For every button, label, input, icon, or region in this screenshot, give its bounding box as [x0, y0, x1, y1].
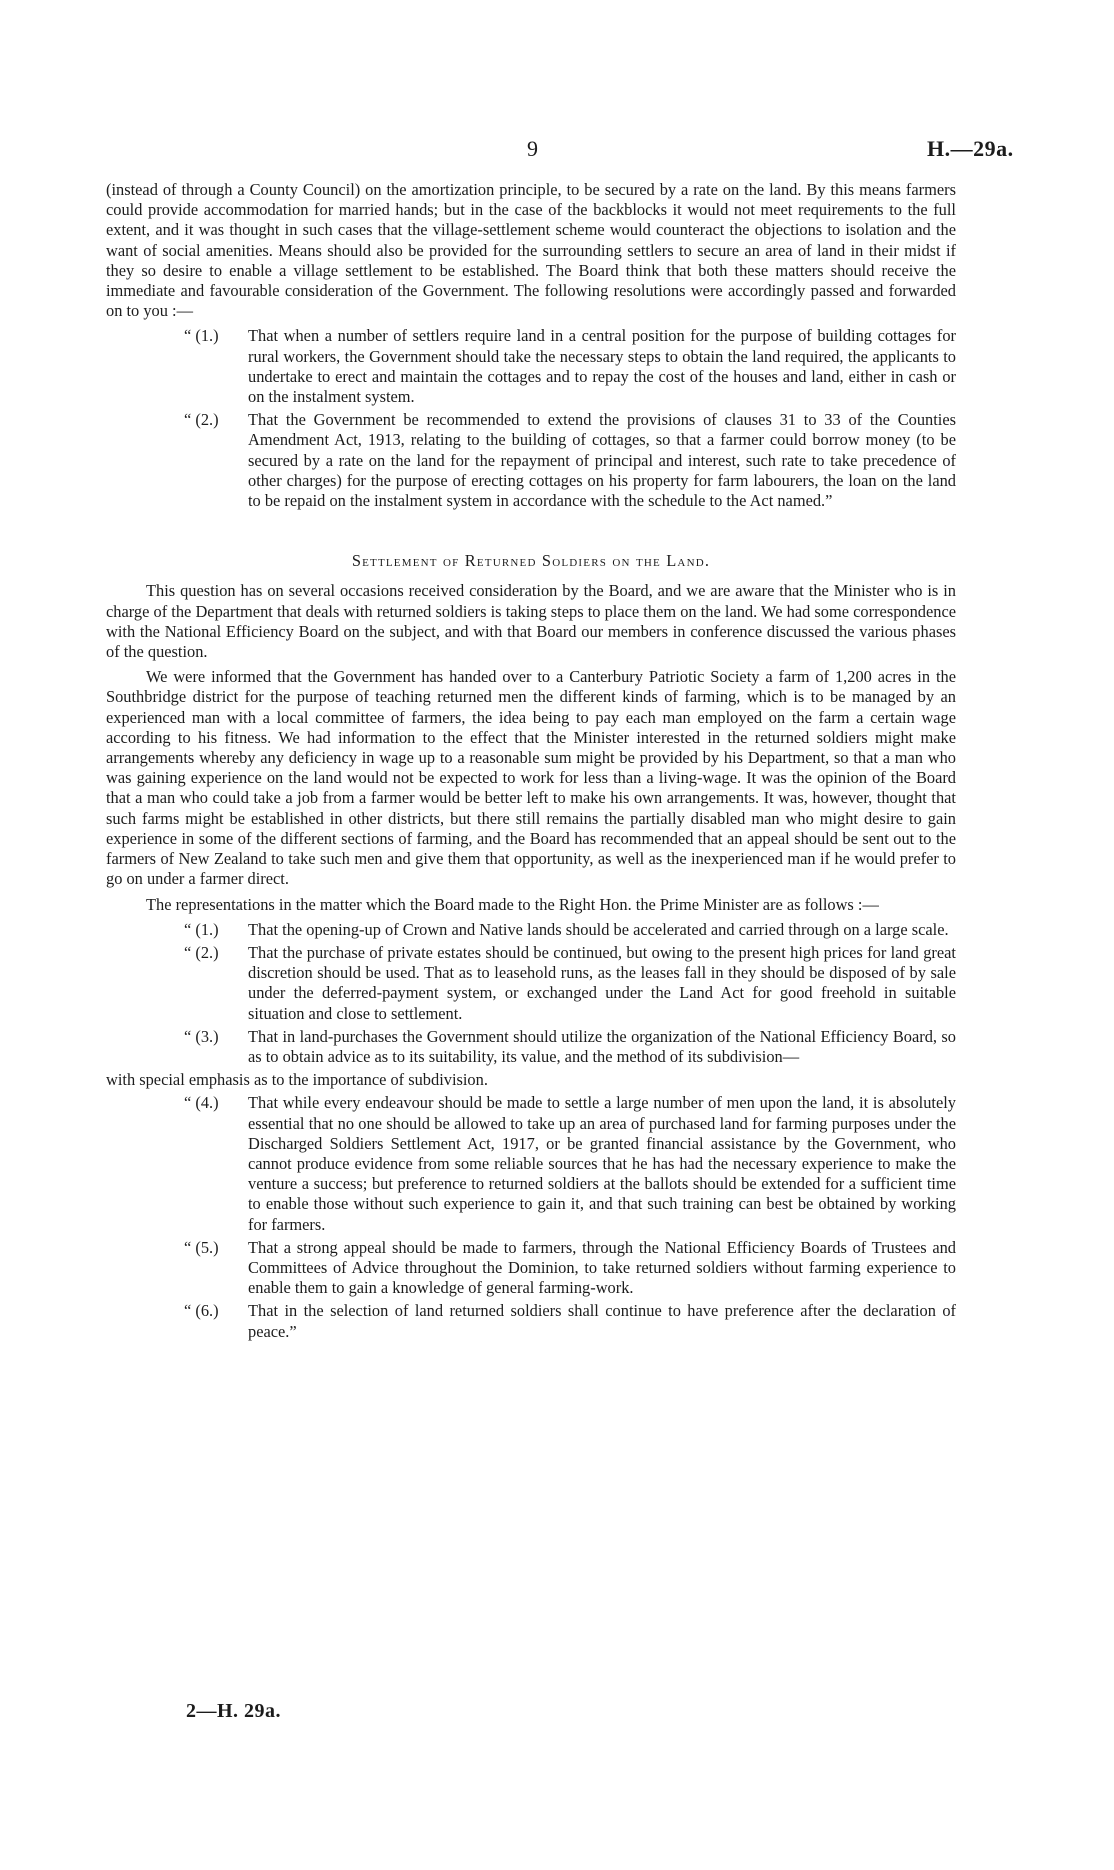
resolution-text: That in the selection of land returned soldiers shall continue to have preference after the declaration of peace.” [248, 1301, 956, 1341]
resolution-text: That the purchase of private estates should be continued, but owing to the present high prices for land great discretion should be used. That as to leasehold runs, as the leases fall in they should be disposed of by sale under the deferred-payment system, or exchanged under the Land Act for good freehold in suitable situation and close to settlement. [248, 942, 956, 1023]
resolution-number: “ (4.) [184, 1093, 219, 1113]
resolution-number: “ (2.) [184, 942, 219, 962]
section-paragraph: This question has on several occasions received consideration by the Board, and we are aware that the Minister who is in charge of the Department that deals with returned soldiers is taking steps to place them on the land. We had some correspondence with the National Efficiency Board on the subject, and with that Board our members in conference discussed the various phases of the question. [106, 581, 956, 662]
section-heading: Settlement of Returned Soldiers on the Land. [351, 551, 711, 571]
resolution-item [184, 1027, 956, 1067]
resolution-item [184, 326, 956, 407]
document-body [106, 180, 956, 1345]
page-number: 9 [527, 136, 538, 161]
resolution-number: “ (1.) [184, 919, 219, 939]
resolution-number: “ (2.) [184, 410, 219, 430]
resolution-text: That the opening-up of Crown and Native lands should be accelerated and carried through on a large scale. [248, 919, 949, 939]
resolution-text: That when a number of settlers require land in a central position for the purpose of building cottages for rural workers, the Government should take the necessary steps to obtain the land required, the applicants to undertake to erect and maintain the cottages and to repay the cost of the houses and land, either in cash or on the instalment system. [248, 326, 956, 407]
resolution-item [184, 1301, 956, 1341]
resolution-number: “ (1.) [184, 326, 219, 346]
second-resolution-list [106, 920, 956, 1067]
resolution-text: That in land-purchases the Government should utilize the organization of the National Efficiency Board, so as to obtain advice as to its suitability, its value, and the method of its subdivision— [248, 1026, 956, 1066]
resolution-item [184, 920, 956, 940]
continuation-line: with special emphasis as to the importance of subdivision. [106, 1070, 488, 1090]
section-paragraph: We were informed that the Government has handed over to a Canterbury Patriotic Society a farm of 1,200 acres in the Southbridge district for the purpose of teaching returned men the different kinds of farming, which is to be managed by an experienced man with a local committee of farmers, the idea being to pay each man employed on the farm a certain wage according to his fitness. We had information to the effect that the Minister interested in the returned soldiers might make arrangements whereby any deficiency in wage up to a reasonable sum might be provided by his Department, so that a man who was gaining experience on the land would not be expected to work for less than a living-wage. It was the opinion of the Board that a man who could take a job from a farmer would be better left to make his own arrangements. It was, however, thought that such farms might be established in other districts, but there still remains the partially disabled man who might desire to gain experience in some of the different sections of farming, and the Board has recommended that an appeal should be sent out to the farmers of New Zealand to take such men and give them that opportunity, as well as the inexperienced man if he would prefer to go on under a farmer direct. [106, 667, 956, 889]
resolution-item [184, 410, 956, 511]
resolution-number: “ (3.) [184, 1026, 219, 1046]
first-resolution-list [106, 326, 956, 511]
resolution-item [184, 1093, 956, 1234]
page-footer-signature: 2—H. 29a. [186, 1700, 282, 1722]
document-reference: H.—29a. [927, 136, 1014, 161]
resolution-text: That the Government be recommended to extend the provisions of clauses 31 to 33 of the Counties Amendment Act, 1913, relating to the building of cottages, so that a farmer could borrow money (to be secured by a rate on the land for the repayment of principal and interest, such rate to take precedence of other charges) for the purpose of erecting cottages on his property for farm labourers, the loan on the land to be repaid on the instalment system in accordance with the schedule to the Act named.” [248, 410, 956, 511]
resolution-text: That a strong appeal should be made to farmers, through the National Efficiency Boards of Trustees and Committees of Advice throughout the Dominion, to take returned soldiers without farming experience to enable them to gain a knowledge of general farming-work. [248, 1237, 956, 1298]
section-paragraph: The representations in the matter which the Board made to the Right Hon. the Prime Minister are as follows :— [146, 894, 879, 914]
page-header [0, 136, 1114, 166]
resolution-item [184, 1238, 956, 1299]
resolution-text: That while every endeavour should be made to settle a large number of men upon the land, it is absolutely essential that no one should be allowed to take up an area of purchased land for farming purposes under the Discharged Soldiers Settlement Act, 1917, or be granted financial assistance by the Government, who cannot produce evidence from some reliable sources that he has had the necessary experience to make the venture a success; but preference to returned soldiers at the ballots should be extended for a sufficient time to enable those without such experience to gain it, and that such training can best be obtained by working for farmers. [248, 1093, 956, 1234]
resolution-number: “ (5.) [184, 1237, 219, 1257]
resolution-number: “ (6.) [184, 1301, 219, 1321]
third-resolution-list [106, 1093, 956, 1341]
resolution-item [184, 943, 956, 1024]
intro-paragraph: (instead of through a County Council) on the amortization principle, to be secured by a rate on the land. By this means farmers could provide accommodation for married hands; but in the case of the backblocks it would not meet requirements to the full extent, and it was thought in such cases that the village-settlement scheme would counteract the objections to isolation and the want of social amenities. Means should also be provided for the surrounding settlers to secure an area of land in their midst if they so desire to enable a village settlement to be established. The Board think that both these matters should receive the immediate and favourable consideration of the Government. The following resolutions were accordingly passed and forwarded on to you :— [106, 180, 956, 321]
